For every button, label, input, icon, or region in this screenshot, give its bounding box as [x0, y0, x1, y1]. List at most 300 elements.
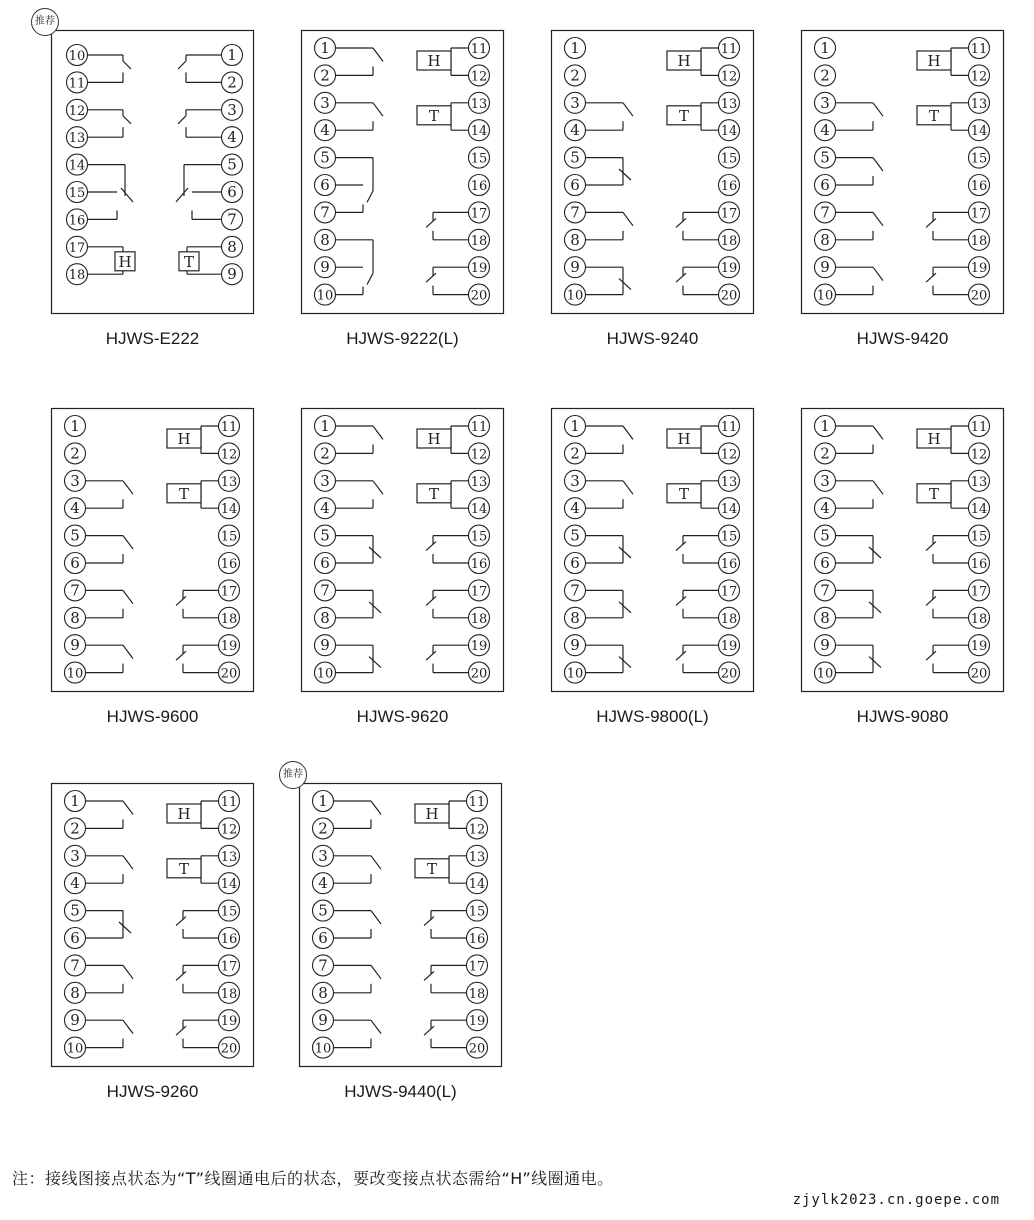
svg-text:T: T — [678, 106, 690, 125]
terminal-8 — [65, 607, 86, 628]
terminal-1 — [65, 416, 86, 437]
svg-text:20: 20 — [470, 288, 488, 304]
terminal-6 — [815, 175, 836, 196]
terminal-11 — [67, 72, 88, 93]
diagram-canvas — [301, 30, 504, 314]
t-coil — [917, 106, 951, 125]
svg-text:16: 16 — [470, 179, 488, 194]
terminal-17 — [969, 202, 990, 223]
terminal-4 — [565, 120, 586, 141]
svg-text:6: 6 — [320, 554, 330, 572]
terminal-6 — [315, 553, 336, 574]
svg-text:13: 13 — [470, 474, 488, 490]
recommended-badge: 推荐 — [31, 8, 59, 36]
terminal-13 — [467, 845, 488, 866]
svg-text:5: 5 — [320, 526, 330, 545]
terminal-12 — [219, 818, 240, 839]
terminal-9 — [65, 635, 86, 656]
terminal-14 — [469, 498, 490, 519]
terminal-12 — [469, 443, 490, 464]
svg-text:9: 9 — [820, 636, 830, 655]
terminal-19 — [219, 1010, 240, 1031]
svg-text:14: 14 — [468, 877, 486, 893]
terminal-14 — [969, 120, 990, 141]
svg-text:8: 8 — [320, 230, 330, 249]
terminal-19 — [469, 257, 490, 278]
svg-text:7: 7 — [320, 581, 330, 600]
terminal-17 — [219, 580, 240, 601]
terminal-16 — [219, 928, 240, 949]
footnote: 注：接线图接点状态为“T”线圈通电后的状态，要改变接点状态需给“H”线圈通电。 — [12, 1169, 614, 1188]
svg-text:13: 13 — [220, 849, 238, 865]
terminal-4 — [313, 873, 334, 894]
svg-text:11: 11 — [970, 420, 988, 435]
terminal-16 — [969, 175, 990, 196]
svg-text:13: 13 — [68, 131, 86, 147]
terminal-14 — [67, 154, 88, 175]
svg-text:6: 6 — [70, 929, 80, 947]
svg-text:11: 11 — [970, 42, 988, 57]
svg-text:1: 1 — [318, 792, 328, 810]
svg-text:3: 3 — [570, 93, 580, 112]
svg-text:12: 12 — [720, 447, 738, 463]
terminal-8 — [815, 229, 836, 250]
model-label: HJWS-9800(L) — [596, 707, 709, 726]
terminal-17 — [469, 202, 490, 223]
terminal-15 — [467, 900, 488, 921]
svg-text:9: 9 — [227, 265, 237, 284]
terminal-14 — [719, 120, 740, 141]
svg-text:7: 7 — [820, 203, 830, 222]
wiring-diagram — [301, 30, 504, 314]
svg-text:10: 10 — [68, 49, 86, 64]
terminal-9 — [222, 264, 243, 285]
terminal-1 — [815, 38, 836, 59]
terminal-3 — [315, 470, 336, 491]
svg-text:19: 19 — [470, 639, 488, 655]
svg-text:15: 15 — [970, 529, 988, 545]
svg-text:H: H — [427, 52, 441, 70]
terminal-19 — [719, 635, 740, 656]
svg-text:4: 4 — [570, 499, 580, 518]
svg-text:4: 4 — [320, 499, 330, 518]
svg-text:19: 19 — [720, 261, 738, 277]
svg-text:20: 20 — [970, 288, 988, 304]
terminal-2 — [315, 443, 336, 464]
terminal-15 — [719, 525, 740, 546]
terminal-9 — [313, 1010, 334, 1031]
svg-text:H: H — [118, 252, 132, 271]
terminal-4 — [315, 498, 336, 519]
svg-text:H: H — [177, 805, 191, 823]
terminal-12 — [469, 65, 490, 86]
svg-text:13: 13 — [970, 96, 988, 112]
svg-text:9: 9 — [570, 258, 580, 277]
terminal-16 — [969, 553, 990, 574]
svg-text:3: 3 — [70, 846, 80, 865]
terminal-11 — [719, 416, 740, 437]
watermark: zjylk2023.cn.goepe.com — [792, 1192, 1000, 1208]
svg-text:11: 11 — [68, 76, 86, 92]
svg-text:T: T — [678, 484, 690, 503]
svg-text:6: 6 — [820, 554, 830, 572]
terminal-5 — [565, 525, 586, 546]
terminal-11 — [219, 791, 240, 812]
svg-text:2: 2 — [70, 819, 80, 838]
svg-text:5: 5 — [820, 526, 830, 545]
svg-text:10: 10 — [816, 288, 834, 304]
terminal-4 — [65, 498, 86, 519]
terminal-12 — [969, 443, 990, 464]
terminal-7 — [65, 580, 86, 601]
h-coil — [167, 429, 201, 448]
terminal-10 — [565, 284, 586, 305]
wiring-diagram — [551, 30, 754, 314]
svg-text:17: 17 — [720, 206, 738, 222]
h-coil — [115, 252, 135, 271]
svg-text:8: 8 — [820, 608, 830, 627]
svg-text:H: H — [425, 805, 439, 823]
svg-text:14: 14 — [720, 502, 738, 518]
svg-text:16: 16 — [970, 557, 988, 572]
svg-text:T: T — [178, 859, 190, 878]
terminal-9 — [315, 257, 336, 278]
svg-text:18: 18 — [970, 611, 988, 627]
terminal-3 — [815, 470, 836, 491]
terminal-5 — [815, 525, 836, 546]
terminal-9 — [565, 635, 586, 656]
svg-text:16: 16 — [68, 213, 86, 229]
terminal-15 — [219, 525, 240, 546]
svg-text:H: H — [427, 430, 441, 448]
diagram-canvas — [301, 408, 504, 692]
terminal-18 — [469, 229, 490, 250]
terminal-14 — [467, 873, 488, 894]
svg-text:14: 14 — [720, 124, 738, 140]
svg-text:7: 7 — [820, 581, 830, 600]
diagram-canvas — [801, 408, 1004, 692]
terminal-10 — [65, 662, 86, 683]
svg-text:18: 18 — [970, 233, 988, 249]
svg-text:H: H — [677, 52, 691, 70]
svg-text:2: 2 — [70, 444, 80, 463]
terminal-3 — [815, 92, 836, 113]
terminal-14 — [219, 873, 240, 894]
terminal-10 — [315, 284, 336, 305]
terminal-7 — [565, 202, 586, 223]
terminal-10 — [313, 1037, 334, 1058]
terminal-8 — [65, 982, 86, 1003]
terminal-5 — [315, 525, 336, 546]
terminal-3 — [65, 470, 86, 491]
recommended-badge: 推荐 — [279, 761, 307, 789]
svg-text:1: 1 — [820, 39, 830, 57]
terminal-17 — [969, 580, 990, 601]
svg-text:12: 12 — [468, 822, 486, 838]
model-label: HJWS-9440(L) — [344, 1082, 457, 1101]
svg-text:17: 17 — [970, 206, 988, 222]
svg-text:2: 2 — [570, 444, 580, 463]
wiring-diagram — [51, 783, 254, 1067]
svg-text:8: 8 — [70, 983, 80, 1002]
svg-text:15: 15 — [720, 529, 738, 545]
svg-text:14: 14 — [68, 158, 86, 174]
svg-text:5: 5 — [70, 526, 80, 545]
terminal-5 — [565, 147, 586, 168]
svg-text:3: 3 — [570, 471, 580, 490]
terminal-1 — [315, 38, 336, 59]
svg-text:3: 3 — [320, 93, 330, 112]
terminal-4 — [815, 120, 836, 141]
svg-text:T: T — [178, 484, 190, 503]
svg-text:6: 6 — [320, 176, 330, 194]
terminal-3 — [313, 845, 334, 866]
t-coil — [417, 106, 451, 125]
terminal-9 — [65, 1010, 86, 1031]
wiring-diagram — [551, 408, 754, 692]
svg-text:10: 10 — [66, 666, 84, 682]
h-coil — [417, 429, 451, 448]
t-coil — [667, 106, 701, 125]
svg-text:14: 14 — [970, 502, 988, 518]
svg-text:12: 12 — [970, 69, 988, 85]
terminal-16 — [469, 553, 490, 574]
t-coil — [917, 484, 951, 503]
svg-text:4: 4 — [820, 499, 830, 518]
svg-text:13: 13 — [470, 96, 488, 112]
terminal-8 — [815, 607, 836, 628]
svg-text:16: 16 — [970, 179, 988, 194]
terminal-4 — [315, 120, 336, 141]
terminal-13 — [969, 92, 990, 113]
svg-text:16: 16 — [220, 932, 238, 947]
terminal-7 — [313, 955, 334, 976]
svg-text:1: 1 — [70, 792, 80, 810]
terminal-8 — [565, 607, 586, 628]
svg-text:6: 6 — [570, 176, 580, 194]
svg-text:18: 18 — [468, 986, 486, 1002]
h-coil — [667, 51, 701, 70]
svg-text:20: 20 — [468, 1041, 486, 1057]
terminal-13 — [469, 470, 490, 491]
terminal-2 — [65, 818, 86, 839]
terminal-2 — [65, 443, 86, 464]
svg-text:3: 3 — [318, 846, 328, 865]
terminal-20 — [467, 1037, 488, 1058]
terminal-20 — [469, 662, 490, 683]
terminal-8 — [315, 607, 336, 628]
terminal-19 — [719, 257, 740, 278]
h-coil — [917, 51, 951, 70]
terminal-5 — [815, 147, 836, 168]
terminal-13 — [719, 470, 740, 491]
svg-text:16: 16 — [220, 557, 238, 572]
svg-text:17: 17 — [970, 584, 988, 600]
terminal-12 — [719, 443, 740, 464]
terminal-16 — [467, 928, 488, 949]
svg-text:15: 15 — [220, 529, 238, 545]
svg-text:11: 11 — [468, 795, 486, 810]
terminal-18 — [67, 264, 88, 285]
svg-text:17: 17 — [470, 584, 488, 600]
h-coil — [667, 429, 701, 448]
svg-text:7: 7 — [320, 203, 330, 222]
svg-text:20: 20 — [720, 666, 738, 682]
svg-text:1: 1 — [570, 417, 580, 435]
svg-text:20: 20 — [470, 666, 488, 682]
svg-text:16: 16 — [468, 932, 486, 947]
terminal-14 — [219, 498, 240, 519]
terminal-4 — [815, 498, 836, 519]
svg-text:1: 1 — [820, 417, 830, 435]
svg-text:19: 19 — [220, 639, 238, 655]
terminal-19 — [467, 1010, 488, 1031]
svg-text:4: 4 — [318, 874, 328, 893]
svg-text:17: 17 — [468, 959, 486, 975]
terminal-10 — [815, 662, 836, 683]
svg-text:4: 4 — [70, 874, 80, 893]
terminal-3 — [65, 845, 86, 866]
svg-text:14: 14 — [470, 502, 488, 518]
terminal-1 — [565, 416, 586, 437]
svg-text:2: 2 — [820, 444, 830, 463]
terminal-5 — [315, 147, 336, 168]
terminal-13 — [219, 845, 240, 866]
svg-text:11: 11 — [220, 795, 238, 810]
terminal-15 — [67, 182, 88, 203]
svg-text:1: 1 — [570, 39, 580, 57]
terminal-11 — [467, 791, 488, 812]
svg-text:11: 11 — [720, 420, 738, 435]
terminal-18 — [719, 607, 740, 628]
svg-text:17: 17 — [68, 240, 86, 256]
terminal-14 — [969, 498, 990, 519]
svg-text:4: 4 — [570, 121, 580, 140]
wiring-diagram — [51, 30, 254, 314]
terminal-3 — [565, 92, 586, 113]
terminal-8 — [315, 229, 336, 250]
svg-text:18: 18 — [470, 611, 488, 627]
svg-text:19: 19 — [970, 639, 988, 655]
svg-text:14: 14 — [970, 124, 988, 140]
svg-text:12: 12 — [220, 822, 238, 838]
terminal-18 — [467, 982, 488, 1003]
svg-text:4: 4 — [70, 499, 80, 518]
terminal-19 — [219, 635, 240, 656]
terminal-20 — [969, 662, 990, 683]
svg-text:17: 17 — [220, 584, 238, 600]
t-coil — [167, 484, 201, 503]
terminal-16 — [219, 553, 240, 574]
svg-text:T: T — [426, 859, 438, 878]
terminal-19 — [969, 257, 990, 278]
svg-text:T: T — [928, 106, 940, 125]
terminal-7 — [315, 202, 336, 223]
svg-text:3: 3 — [70, 471, 80, 490]
svg-text:4: 4 — [320, 121, 330, 140]
svg-text:7: 7 — [318, 956, 328, 975]
terminal-20 — [219, 662, 240, 683]
svg-text:20: 20 — [720, 288, 738, 304]
svg-text:15: 15 — [720, 151, 738, 167]
terminal-6 — [565, 175, 586, 196]
diagram-canvas — [801, 30, 1004, 314]
terminal-5 — [313, 900, 334, 921]
svg-text:12: 12 — [470, 447, 488, 463]
svg-text:18: 18 — [220, 986, 238, 1002]
terminal-15 — [969, 525, 990, 546]
svg-text:11: 11 — [470, 420, 488, 435]
terminal-1 — [313, 791, 334, 812]
terminal-7 — [65, 955, 86, 976]
t-coil — [667, 484, 701, 503]
svg-text:10: 10 — [316, 288, 334, 304]
terminal-2 — [565, 443, 586, 464]
svg-text:17: 17 — [470, 206, 488, 222]
terminal-12 — [67, 99, 88, 120]
model-label: HJWS-E222 — [105, 329, 200, 348]
terminal-10 — [315, 662, 336, 683]
svg-text:7: 7 — [227, 210, 237, 229]
svg-text:8: 8 — [318, 983, 328, 1002]
wiring-diagram — [801, 30, 1004, 314]
terminal-15 — [469, 525, 490, 546]
svg-text:18: 18 — [470, 233, 488, 249]
svg-text:14: 14 — [470, 124, 488, 140]
svg-text:13: 13 — [468, 849, 486, 865]
svg-text:12: 12 — [68, 103, 86, 119]
t-coil — [415, 859, 449, 878]
model-label: HJWS-9240 — [606, 329, 699, 348]
terminal-12 — [467, 818, 488, 839]
terminal-10 — [815, 284, 836, 305]
svg-text:H: H — [927, 52, 941, 70]
terminal-15 — [219, 900, 240, 921]
model-label: HJWS-9222(L) — [346, 329, 459, 348]
svg-text:12: 12 — [220, 447, 238, 463]
terminal-2 — [815, 443, 836, 464]
diagram-canvas — [551, 408, 754, 692]
svg-text:9: 9 — [320, 258, 330, 277]
terminal-20 — [719, 284, 740, 305]
svg-text:20: 20 — [220, 1041, 238, 1057]
svg-text:19: 19 — [720, 639, 738, 655]
svg-text:3: 3 — [820, 93, 830, 112]
terminal-7 — [815, 580, 836, 601]
terminal-19 — [469, 635, 490, 656]
terminal-11 — [219, 416, 240, 437]
svg-text:20: 20 — [220, 666, 238, 682]
terminal-13 — [219, 470, 240, 491]
svg-text:1: 1 — [320, 39, 330, 57]
svg-text:7: 7 — [570, 581, 580, 600]
svg-text:18: 18 — [68, 268, 86, 284]
terminal-3 — [222, 99, 243, 120]
terminal-3 — [565, 470, 586, 491]
svg-text:8: 8 — [70, 608, 80, 627]
terminal-6 — [315, 175, 336, 196]
model-label: HJWS-9080 — [856, 707, 949, 726]
terminal-17 — [469, 580, 490, 601]
svg-text:6: 6 — [820, 176, 830, 194]
terminal-18 — [719, 229, 740, 250]
svg-text:5: 5 — [570, 526, 580, 545]
svg-text:8: 8 — [227, 237, 237, 256]
terminal-6 — [65, 928, 86, 949]
terminal-5 — [65, 900, 86, 921]
terminal-8 — [565, 229, 586, 250]
terminal-17 — [467, 955, 488, 976]
